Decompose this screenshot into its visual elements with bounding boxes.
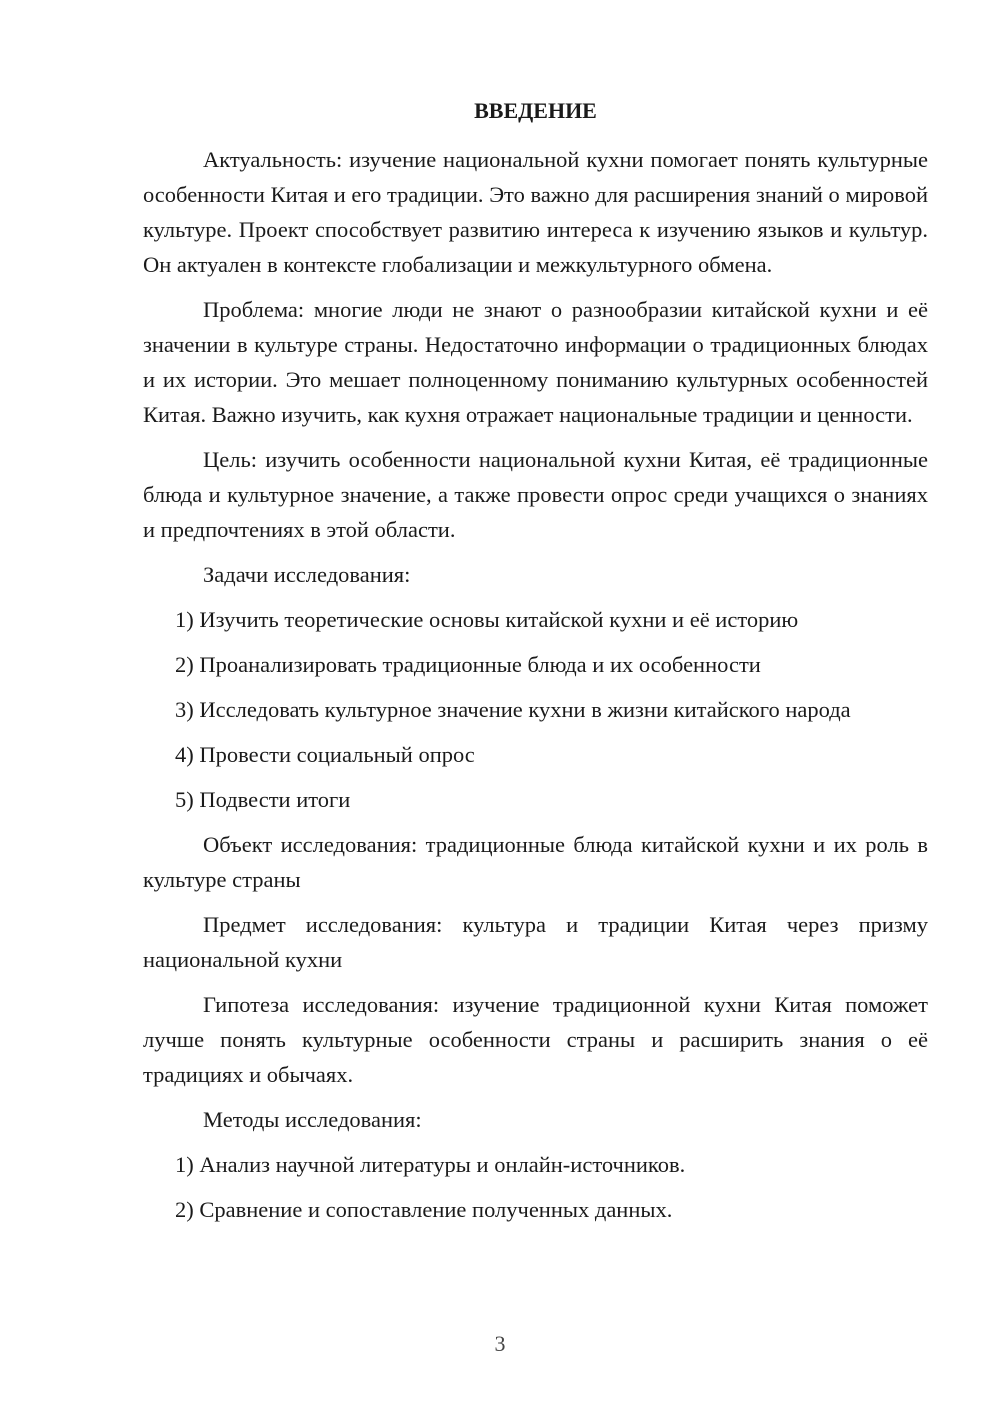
method-item: 2) Сравнение и сопоставление полученных данных. (175, 1197, 673, 1222)
actuality-paragraph: Актуальность: изучение национальной кухни помогает понять культурные особенности Китая и его традиции. Это важно для расширения знаний о мировой культуре. Проект способствует развитию интереса к изучению языков и культур. Он актуален в контексте глобализации и межкультурного обмена. (143, 147, 928, 277)
task-item: 5) Подвести итоги (175, 787, 351, 812)
problem-paragraph: Проблема: многие люди не знают о разнообразии китайской кухни и её значении в культуре страны. Недостаточно информации о традиционных блюдах и их истории. Это мешает полноценному пониманию культурных особенностей Китая. Важно изучить, как кухня отражает национальные традиции и ценности. (143, 297, 928, 427)
page-number: 3 (494, 1331, 506, 1356)
task-item: 4) Провести социальный опрос (175, 742, 475, 767)
object-paragraph: Объект исследования: традиционные блюда китайской кухни и их роль в культуре страны (143, 832, 928, 892)
method-item: 1) Анализ научной литературы и онлайн-источников. (175, 1152, 686, 1177)
task-item: 3) Исследовать культурное значение кухни в жизни китайского народа (175, 697, 851, 722)
document-body (143, 142, 928, 1237)
hypothesis-paragraph: Гипотеза исследования: изучение традиционной кухни Китая поможет лучше понять культурные особенности страны и расширить знания о её традициях и обычаях. (143, 992, 928, 1087)
subject-paragraph: Предмет исследования: культура и традиции Китая через призму национальной кухни (143, 912, 928, 972)
tasks-heading: Задачи исследования: (203, 562, 411, 587)
task-item: 2) Проанализировать традиционные блюда и их особенности (175, 652, 761, 677)
task-item: 1) Изучить теоретические основы китайской кухни и её историю (175, 607, 799, 632)
section-title: ВВЕДЕНИЕ (474, 98, 597, 123)
methods-heading: Методы исследования: (203, 1107, 422, 1132)
goal-paragraph: Цель: изучить особенности национальной кухни Китая, её традиционные блюда и культурное значение, а также провести опрос среди учащихся о знаниях и предпочтениях в этой области. (143, 447, 928, 542)
